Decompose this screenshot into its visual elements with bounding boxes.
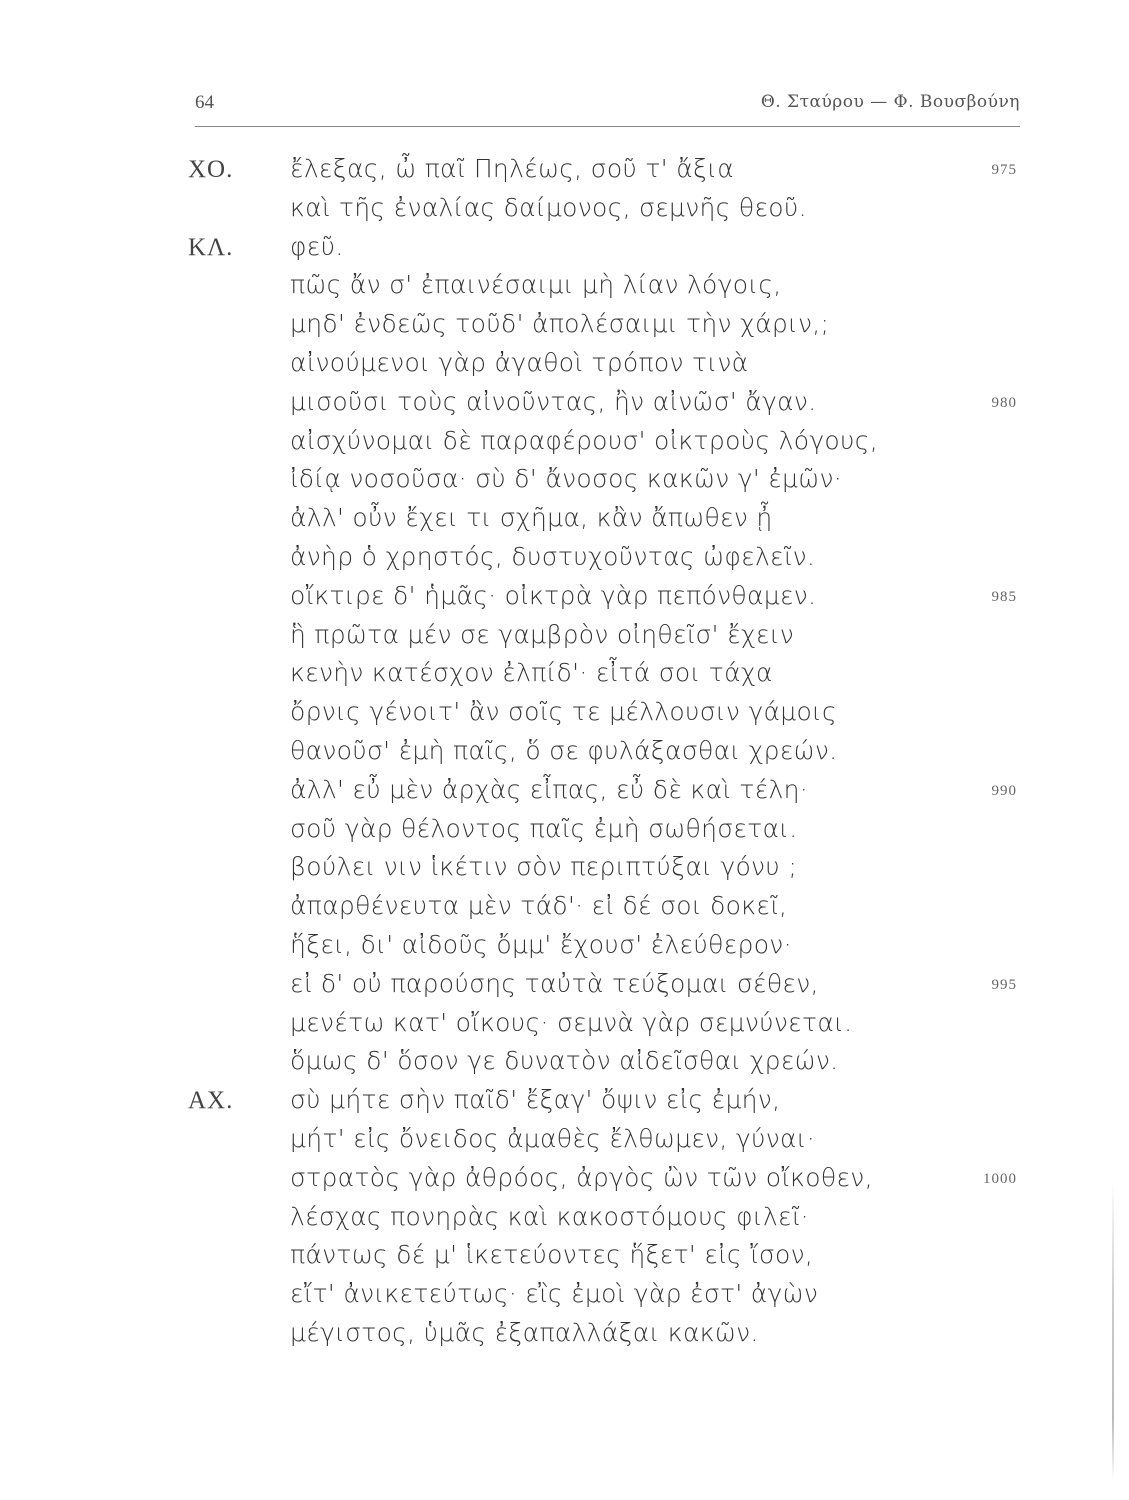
verse-line <box>0 775 1129 814</box>
verse-text: στρατὸς γὰρ ἀθρόος, ἀργὸς ὢν τῶν οἴκοθεν, <box>290 1162 873 1192</box>
verse-text: ἀνὴρ ὁ χρηστός, δυστυχοῦντας ὠφελεῖν. <box>290 541 816 571</box>
verse-line <box>0 154 1129 193</box>
verse-text: ἰδίᾳ νοσοῦσα· σὺ δ' ἄνοσος κακῶν γ' ἐμῶν· <box>290 464 843 494</box>
line-number: 990 <box>991 782 1017 799</box>
verse-text: ἀλλ' οὖν ἔχει τι σχῆμα, κἂν ἄπωθεν ᾖ <box>290 503 773 533</box>
verse-text: ἣ πρῶτα μέν σε γαμβρὸν οἰηθεῖσ' ἔχειν <box>290 619 795 649</box>
verse-text: σὺ μήτε σὴν παῖδ' ἔξαγ' ὄψιν εἰς ἐμήν, <box>290 1085 781 1115</box>
verse-block <box>0 154 1129 1357</box>
verse-line <box>0 930 1129 969</box>
verse-text: βούλει νιν ἱκέτιν σὸν περιπτύξαι γόνυ ; <box>290 852 798 882</box>
line-number: 975 <box>991 162 1017 178</box>
verse-line <box>0 697 1129 736</box>
verse-text: φεῦ. <box>290 231 344 261</box>
verse-line <box>0 1240 1129 1279</box>
verse-text: μενέτω κατ' οἴκους· σεμνὰ γὰρ σεμνύνεται. <box>290 1007 853 1037</box>
running-head: Θ. Σταύρου — Φ. Βουσβούνη <box>760 92 1020 112</box>
verse-line <box>0 1008 1129 1047</box>
verse-text: μισοῦσι τοὺς αἰνοῦντας, ἢν αἰνῶσ' ἄγαν. <box>290 386 817 416</box>
verse-line <box>0 1124 1129 1163</box>
verse-line <box>0 542 1129 581</box>
verse-line <box>0 814 1129 853</box>
verse-line <box>0 270 1129 309</box>
verse-text: πῶς ἄν σ' ἐπαινέσαιμι μὴ λίαν λόγοις, <box>290 270 782 300</box>
speaker-label: ΑΧ. <box>188 1087 234 1115</box>
verse-text: οἴκτιρε δ' ἡμᾶς· οἰκτρὰ γὰρ πεπόνθαμεν. <box>290 580 817 610</box>
line-number: 1000 <box>983 1170 1017 1187</box>
verse-line <box>0 503 1129 542</box>
verse-text: ὄρνις γένοιτ' ἂν σοῖς τε μέλλουσιν γάμοις <box>290 697 838 727</box>
verse-text: ἀπαρθένευτα μὲν τάδ'· εἰ δέ σοι δοκεῖ, <box>290 891 788 921</box>
verse-text: μέγιστος, ὑμᾶς ἐξαπαλλάξαι κακῶν. <box>290 1317 759 1347</box>
verse-text: ἔλεξας, ὦ παῖ Πηλέως, σοῦ τ' ἄξια <box>290 154 734 183</box>
margin-scan-mark <box>1112 1180 1114 1480</box>
verse-text: καὶ τῆς ἐναλίας δαίμονος, σεμνῆς θεοῦ. <box>290 192 807 222</box>
verse-text: σοῦ γὰρ θέλοντος παῖς ἐμὴ σωθήσεται. <box>290 813 798 843</box>
verse-text: ἀλλ' εὖ μὲν ἀρχὰς εἶπας, εὖ δὲ καὶ τέλη· <box>290 774 809 804</box>
header-rule <box>195 126 1020 127</box>
verse-text: αἰσχύνομαι δὲ παραφέρουσ' οἰκτροὺς λόγους, <box>290 425 879 455</box>
verse-line <box>0 658 1129 697</box>
verse-line <box>0 309 1129 348</box>
verse-text: μηδ' ἐνδεῶς τοῦδ' ἀπολέσαιμι τὴν χάριν,; <box>290 309 830 339</box>
verse-line <box>0 852 1129 891</box>
line-number: 980 <box>991 394 1017 411</box>
verse-line <box>0 387 1129 426</box>
verse-line <box>0 232 1129 271</box>
verse-text: αἰνούμενοι γὰρ ἀγαθοὶ τρόπον τινὰ <box>290 347 749 377</box>
verse-line <box>0 464 1129 503</box>
page-number: 64 <box>195 92 214 113</box>
verse-line <box>0 1318 1129 1357</box>
verse-line <box>0 1279 1129 1318</box>
verse-line <box>0 969 1129 1008</box>
verse-text: λέσχας πονηρὰς καὶ κακοστόμους φιλεῖ· <box>290 1201 809 1231</box>
line-number: 995 <box>991 976 1017 993</box>
line-number: 985 <box>991 588 1017 605</box>
verse-line <box>0 1202 1129 1241</box>
verse-text: κενὴν κατέσχον ἐλπίδ'· εἶτά σοι τάχα <box>290 658 773 688</box>
verse-line <box>0 736 1129 775</box>
verse-line <box>0 620 1129 659</box>
verse-line <box>0 426 1129 465</box>
verse-line <box>0 193 1129 232</box>
verse-text: πάντως δέ μ' ἱκετεύοντες ἥξετ' εἰς ἴσον, <box>290 1240 814 1270</box>
verse-line <box>0 1085 1129 1124</box>
verse-line <box>0 1046 1129 1085</box>
verse-line <box>0 891 1129 930</box>
verse-line <box>0 348 1129 387</box>
speaker-label: ΧΟ. <box>188 156 234 183</box>
page-header <box>195 92 1020 126</box>
speaker-label: ΚΛ. <box>188 233 234 261</box>
verse-line <box>0 1163 1129 1202</box>
verse-line <box>0 581 1129 620</box>
verse-text: εἰ δ' οὐ παρούσης ταὐτὰ τεύξομαι σέθεν, <box>290 968 819 998</box>
verse-text: ὅμως δ' ὅσον γε δυνατὸν αἰδεῖσθαι χρεών. <box>290 1046 839 1076</box>
verse-text: θανοῦσ' ἐμὴ παῖς, ὅ σε φυλάξασθαι χρεών. <box>290 735 838 765</box>
verse-text: εἴτ' ἀνικετεύτως· εἲς ἐμοὶ γὰρ ἐστ' ἀγὼν <box>290 1279 819 1309</box>
verse-text: ἥξει, δι' αἰδοῦς ὄμμ' ἔχουσ' ἐλεύθερον· <box>290 929 792 959</box>
verse-text: μήτ' εἰς ὄνειδος ἀμαθὲς ἔλθωμεν, γύναι· <box>290 1123 816 1153</box>
